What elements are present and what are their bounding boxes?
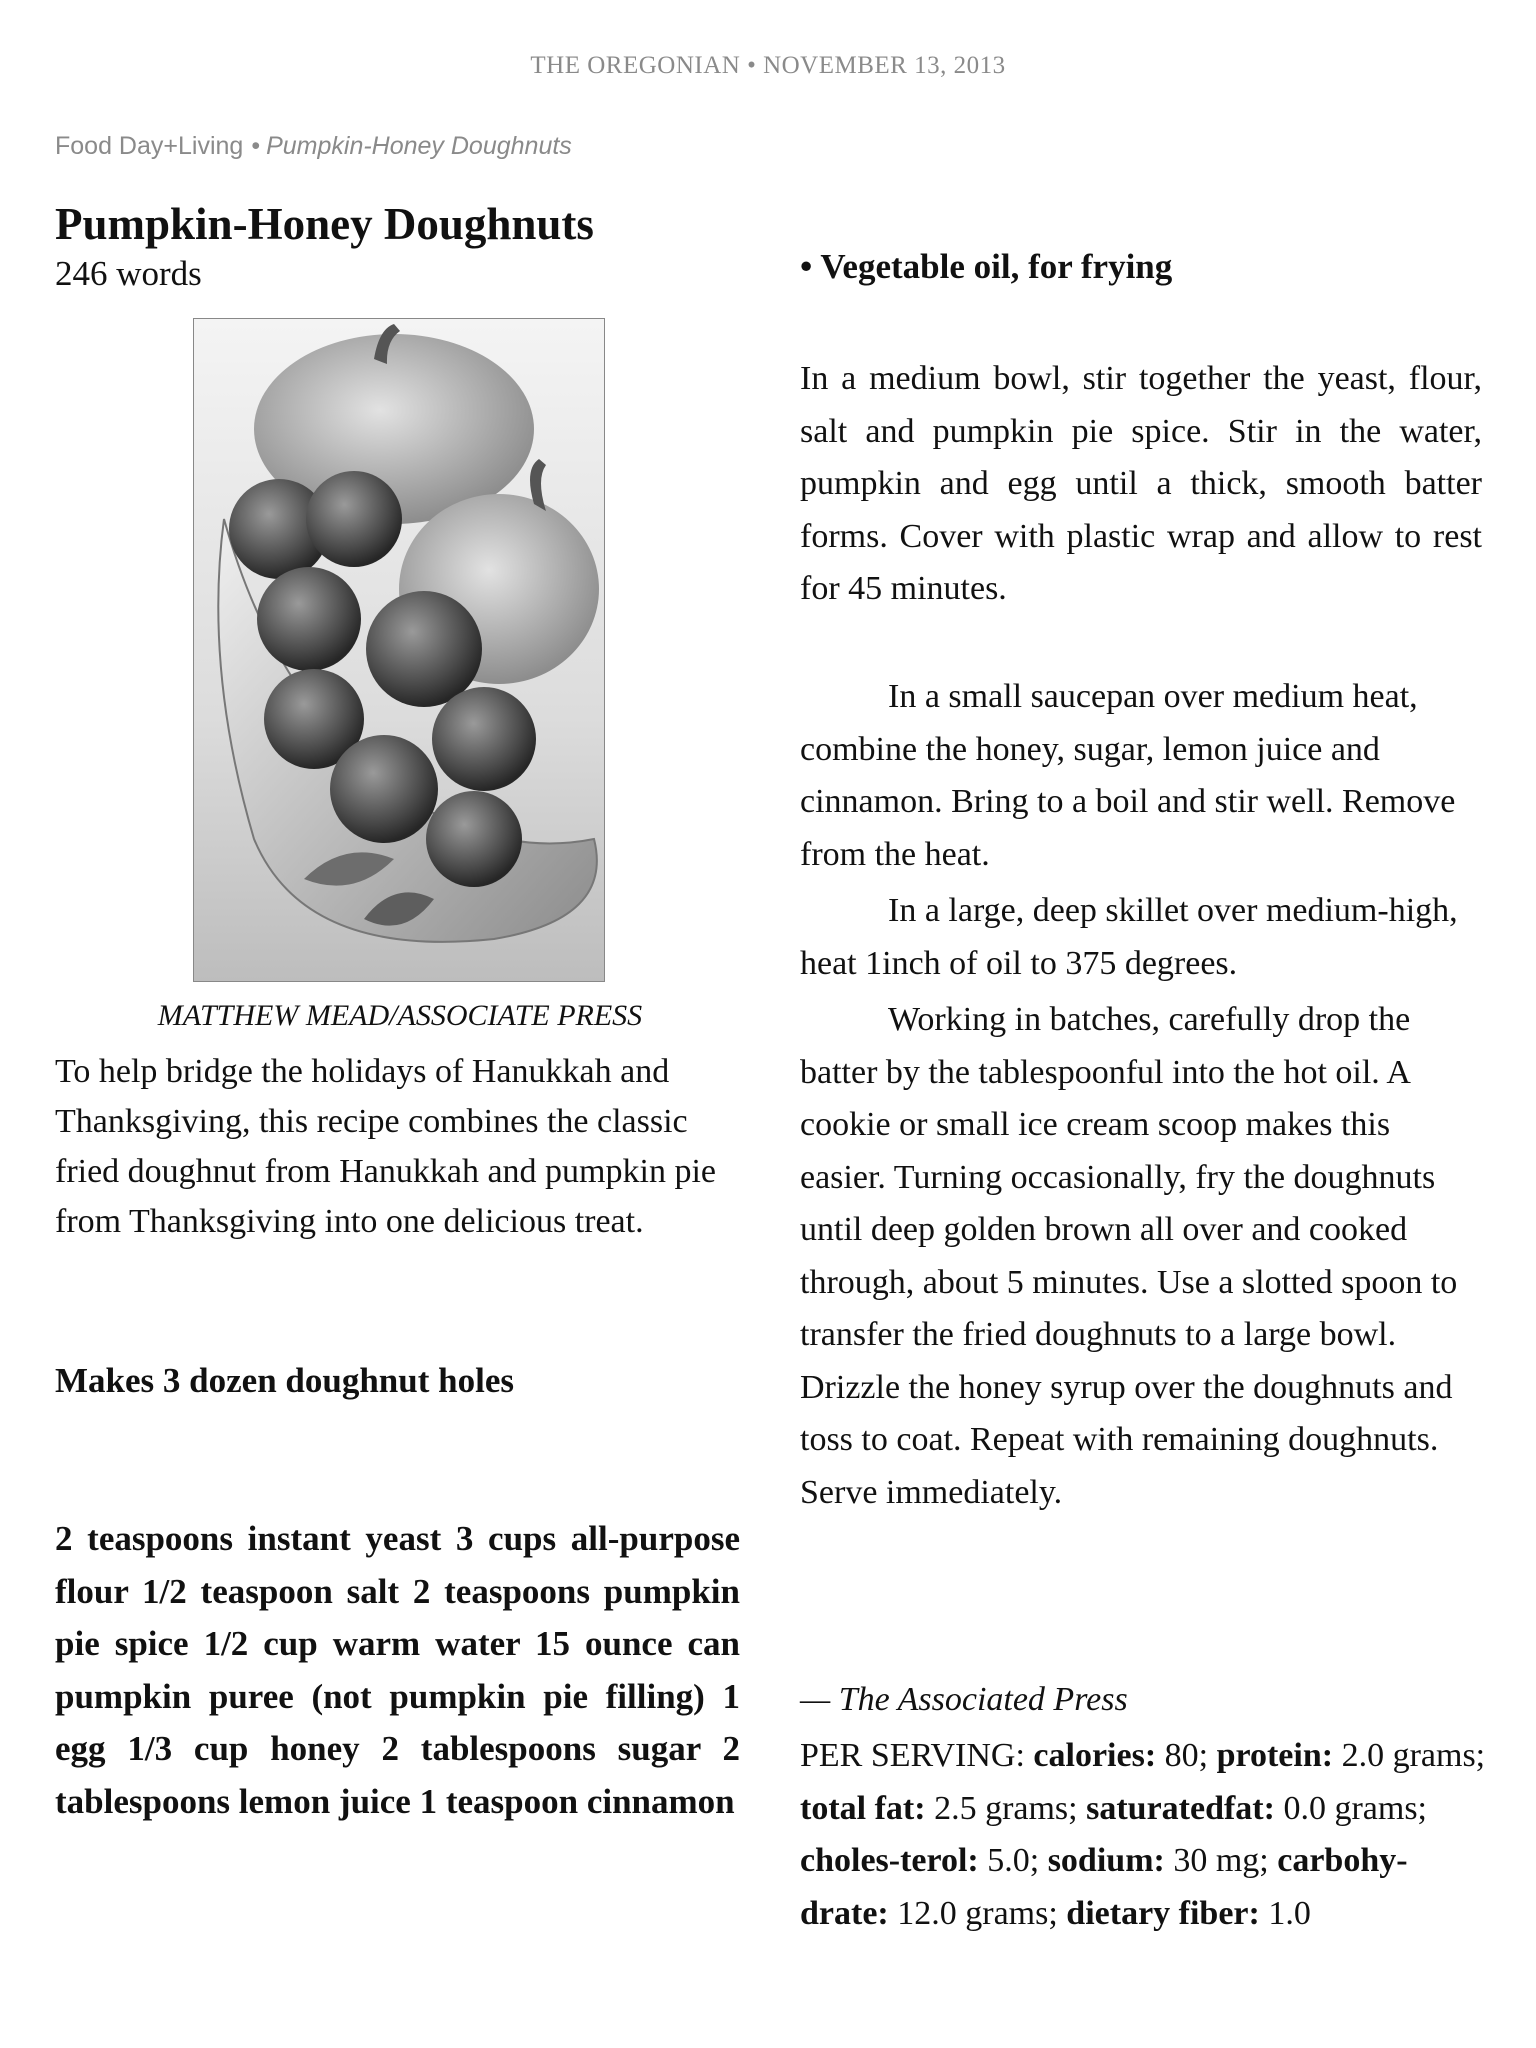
saturated-fat-value: 0.0 grams; bbox=[1274, 1789, 1427, 1827]
fiber-label: dietary fiber: bbox=[1066, 1894, 1260, 1932]
article-title: Pumpkin-Honey Doughnuts bbox=[55, 199, 594, 249]
breadcrumb-separator: • bbox=[251, 132, 261, 160]
photo-credit: MATTHEW MEAD/ASSOCIATE PRESS bbox=[157, 999, 643, 1032]
article-header bbox=[55, 196, 745, 296]
sodium-value: 30 mg; bbox=[1164, 1842, 1278, 1879]
protein-value: 2.0 grams; bbox=[1333, 1737, 1486, 1774]
oil-item: • Vegetable oil, for frying bbox=[800, 247, 1173, 286]
total-fat-value: 2.5 grams; bbox=[925, 1789, 1087, 1827]
cholesterol-label: choles-terol: bbox=[800, 1842, 979, 1879]
byline: — The Associated Press bbox=[800, 1681, 1128, 1718]
saturated-fat-label: saturatedfat: bbox=[1086, 1789, 1275, 1827]
cholesterol-value: 5.0; bbox=[978, 1842, 1048, 1879]
step-4: Working in batches, carefully drop the batter by the tablespoonful into the hot oil. A cookie or small ice cream scoop makes this easier. Turning occasionally, fry the doughnuts until deep golden brown all over and cooked through, about 5 minutes. Use a slotted spoon to transfer the fried doughnuts to a large bowl. Drizzle the honey syrup over the doughnuts and toss to coat. Repeat with remaining doughnuts. Serve immediately. bbox=[800, 1001, 1458, 1511]
calories-label: calories: bbox=[1033, 1737, 1157, 1774]
breadcrumb bbox=[55, 132, 572, 161]
word-count: 246 words bbox=[55, 254, 202, 293]
nutrition-prefix: PER SERVING: bbox=[800, 1737, 1034, 1774]
carbohydrate-value: 12.0 grams; bbox=[888, 1894, 1067, 1932]
nutrition-info bbox=[800, 1730, 1490, 1940]
step-1: In a medium bowl, stir together the yeast, flour, salt and pumpkin pie spice. Stir in the water, pumpkin and egg until a thick, smooth batter forms. Cover with plastic wrap and allow to rest for 45 minutes. bbox=[800, 360, 1482, 607]
breadcrumb-current: Pumpkin-Honey Doughnuts bbox=[266, 132, 572, 160]
breadcrumb-section-link[interactable]: Food Day+Living bbox=[55, 132, 244, 160]
masthead: THE OREGONIAN • NOVEMBER 13, 2013 bbox=[530, 52, 1006, 79]
fiber-value: 1.0 bbox=[1259, 1894, 1311, 1932]
ingredients-list: 2 teaspoons instant yeast 3 cups all-purpose flour 1/2 teaspoon salt 2 teaspoons pumpkin pie spice 1/2 cup warm water 15 ounce can pumpkin puree (not pumpkin pie filling) 1 egg 1/3 cup honey 2 tablespoons sugar 2 tablespoons lemon juice 1 teaspoon cinnamon bbox=[55, 1519, 740, 1821]
step-3: In a large, deep skillet over medium-high, heat 1inch of oil to 375 degrees. bbox=[800, 892, 1458, 982]
sodium-label: sodium: bbox=[1047, 1842, 1165, 1879]
carbohydrate-label: carbohy-drate: bbox=[800, 1842, 1408, 1932]
article-photo bbox=[193, 318, 605, 982]
protein-label: protein: bbox=[1216, 1737, 1334, 1774]
calories-value: 80; bbox=[1156, 1737, 1217, 1774]
recipe-yield: Makes 3 dozen doughnut holes bbox=[55, 1361, 514, 1400]
intro-paragraph: To help bridge the holidays of Hanukkah and Thanksgiving, this recipe combines the classic fried doughnut from Hanukkah and pumpkin pie from Thanksgiving into one delicious treat. bbox=[55, 1053, 716, 1240]
total-fat-label: total fat: bbox=[800, 1789, 926, 1827]
recipe-steps bbox=[800, 671, 1482, 1519]
oil-ingredient bbox=[800, 243, 1482, 291]
step-2: In a small saucepan over medium heat, combine the honey, sugar, lemon juice and cinnamon. Bring to a boil and stir well. Remove from the heat. bbox=[800, 678, 1456, 873]
